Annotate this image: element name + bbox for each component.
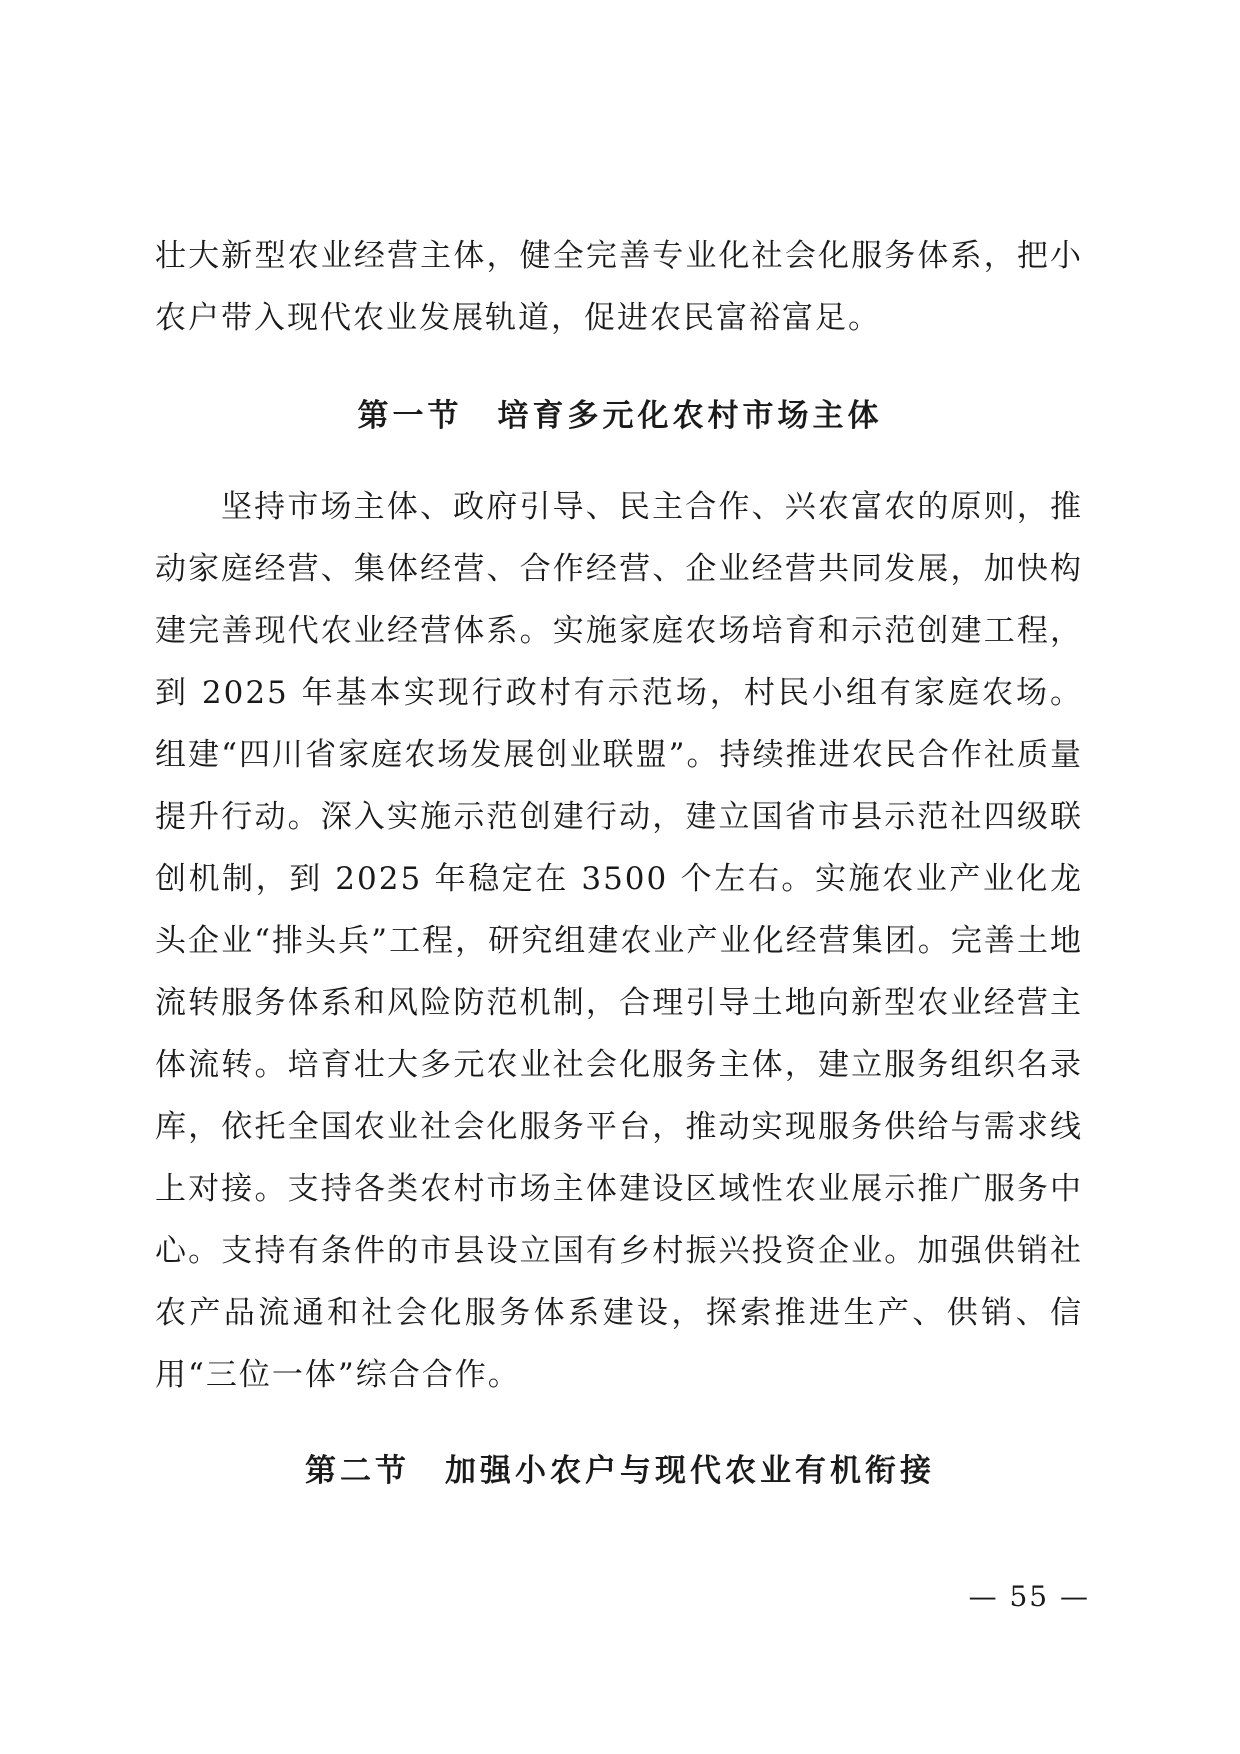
- page-number: — 55 —: [968, 1580, 1090, 1613]
- section-1-body-paragraph: 坚持市场主体、政府引导、民主合作、兴农富农的原则，推动家庭经营、集体经营、合作经营、企业经营共同发展，加快构建完善现代农业经营体系。实施家庭农场培育和示范创建工程，到 2025 年基本实现行政村有示范场，村民小组有家庭农场。组建“四川省家庭农场发展创业联盟”。持续推进农民合作社质量提升行动。深入实施示范创建行动，建立国省市县示范社四级联创机制，到 2025 年稳定在 3500 个左右。实施农业产业化龙头企业“排头兵”工程，研究组建农业产业化经营集团。完善土地流转服务体系和风险防范机制，合理引导土地向新型农业经营主体流转。培育壮大多元农业社会化服务主体，建立服务组织名录库，依托全国农业社会化服务平台，推动实现服务供给与需求线上对接。支持各类农村市场主体建设区域性农业展示推广服务中心。支持有条件的市县设立国有乡村振兴投资企业。加强供销社农产品流通和社会化服务体系建设，探索推进生产、供销、信用“三位一体”综合合作。: [155, 489, 1083, 1393]
- intro-paragraph: 壮大新型农业经营主体，健全完善专业化社会化服务体系，把小农户带入现代农业发展轨道，促进农民富裕富足。: [155, 238, 1083, 336]
- section-2-heading: 第二节 加强小农户与现代农业有机衔接: [305, 1453, 935, 1489]
- section-1-heading: 第一节 培育多元化农村市场主体: [357, 398, 883, 434]
